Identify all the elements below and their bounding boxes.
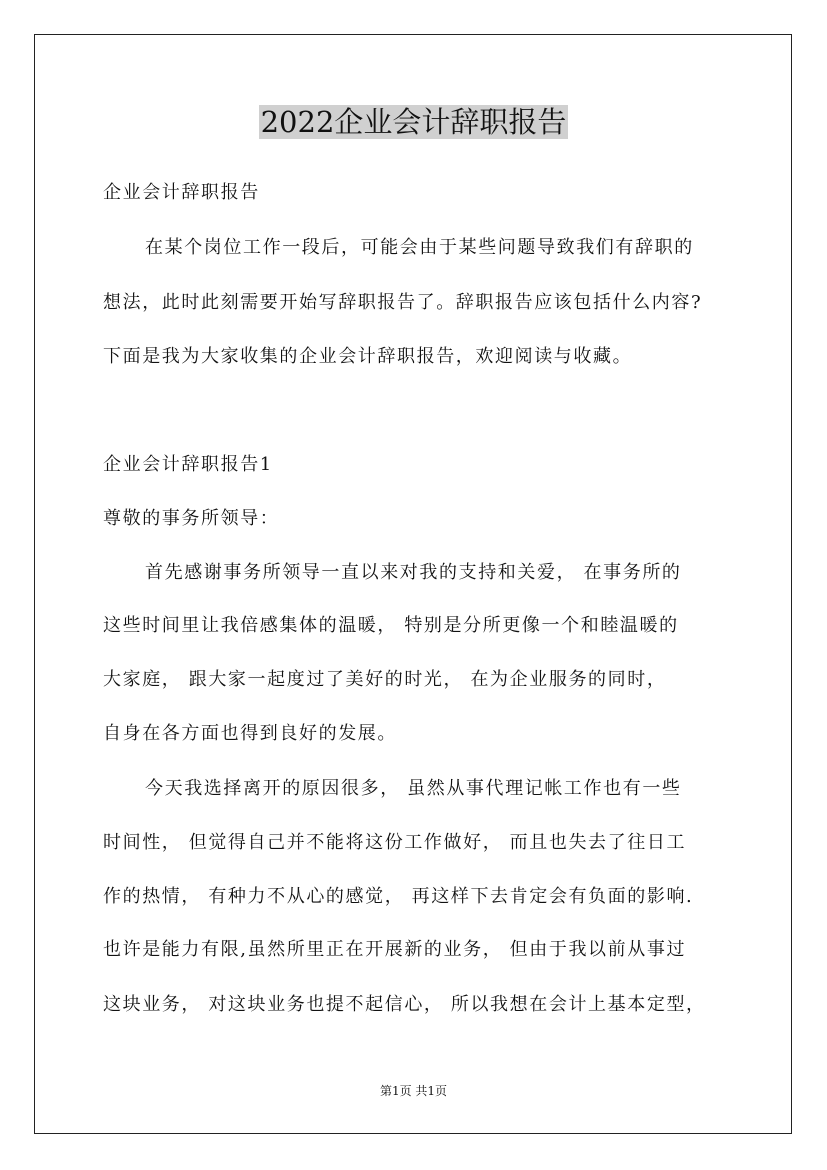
paragraph1-line-1: 首先感谢事务所领导一直以来对我的支持和关爱， 在事务所的 [145, 562, 682, 583]
paragraph1-line-3: 大家庭， 跟大家一起度过了美好的时光， 在为企业服务的同时， [103, 669, 667, 690]
paragraph2-line-2: 时间性， 但觉得自己并不能将这份工作做好， 而且也失去了往日工 [103, 832, 687, 853]
intro-line-1: 在某个岗位工作一段后，可能会由于某些问题导致我们有辞职的 [145, 237, 694, 258]
intro-heading: 企业会计辞职报告 [103, 182, 260, 203]
section-heading: 企业会计辞职报告1 [103, 454, 273, 475]
document-title [0, 100, 827, 144]
paragraph1-line-4: 自身在各方面也得到良好的发展。 [103, 723, 397, 744]
intro-line-3: 下面是我为大家收集的企业会计辞职报告，欢迎阅读与收藏。 [103, 346, 633, 367]
paragraph2-line-4: 也许是能力有限,虽然所里正在开展新的业务， 但由于我以前从事过 [103, 939, 687, 960]
intro-line-2: 想法，此时此刻需要开始写辞职报告了。辞职报告应该包括什么内容? [103, 292, 703, 313]
paragraph1-line-2: 这些时间里让我倍感集体的温暖， 特别是分所更像一个和睦温暖的 [103, 615, 679, 636]
paragraph2-line-3: 作的热情， 有种力不从心的感觉， 再这样下去肯定会有负面的影响. [103, 886, 694, 907]
page-footer: 第1页 共1页 [379, 1084, 448, 1098]
salutation: 尊敬的事务所领导： [103, 508, 280, 529]
document-title-text: 2022企业会计辞职报告 [260, 105, 567, 139]
paragraph2-line-5: 这块业务， 对这块业务也提不起信心， 所以我想在会计上基本定型， [103, 994, 706, 1015]
paragraph2-line-1: 今天我选择离开的原因很多， 虽然从事代理记帐工作也有一些 [145, 778, 682, 799]
